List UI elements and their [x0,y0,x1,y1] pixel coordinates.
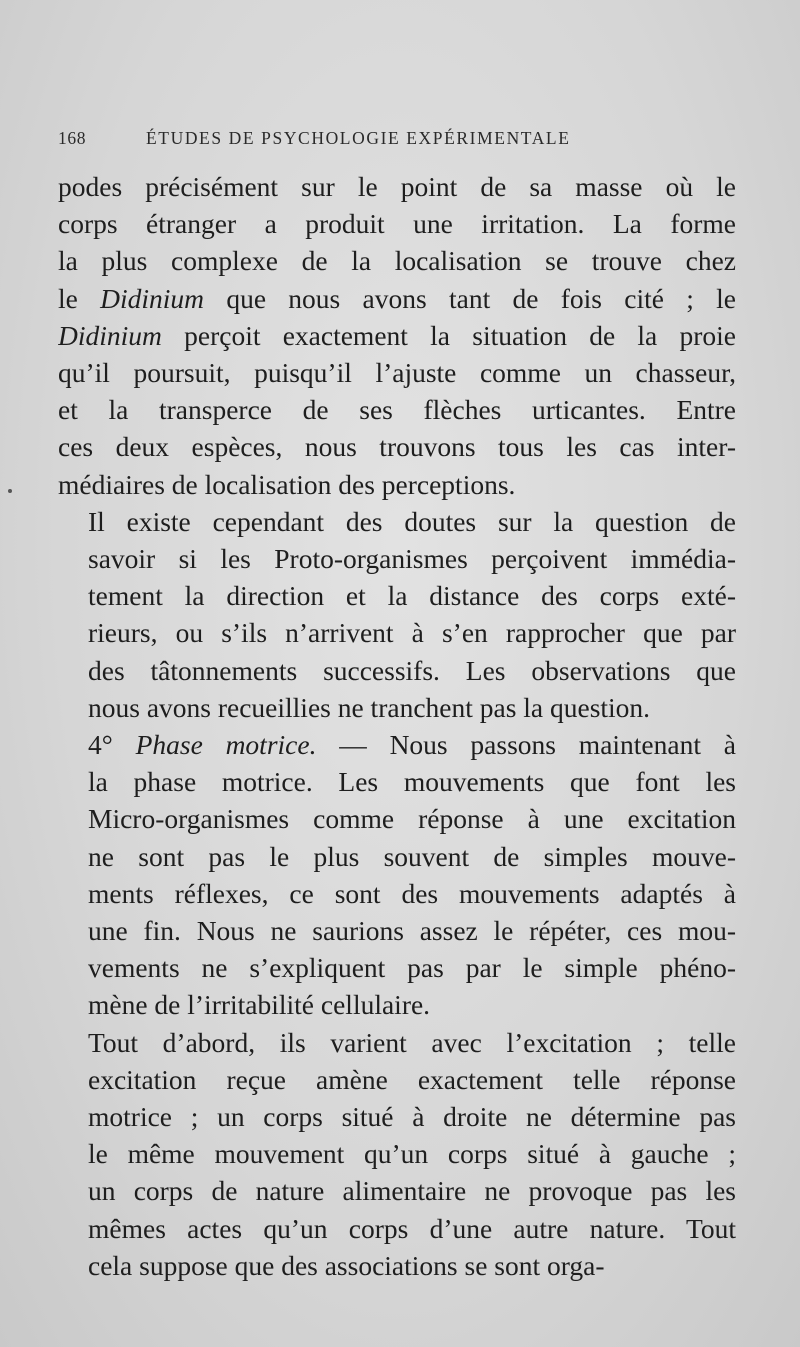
text-line: ne sont pas le plus souvent de simples mouve- [88,840,736,872]
text-line: excitation reçue amène exactement telle réponse [88,1063,736,1095]
text-line: le même mouvement qu’un corps situé à gauche ; [88,1138,736,1170]
italic-term: Didinium [58,319,162,351]
text-line: 4° Phase motrice. — Nous passons maintenant à [88,729,736,761]
text-line: Didinium perçoit exactement la situation de la proie [58,319,736,351]
text-line: podes précisément sur le point de sa masse où le [58,171,736,202]
text-line: qu’il poursuit, puisqu’il l’ajuste comme un chasseur, [58,357,736,389]
page-number: 168 [58,128,87,148]
running-title: ÉTUDES DE PSYCHOLOGIE EXPÉRIMENTALE [146,128,571,148]
paragraph-1 [58,168,736,503]
text-line: motrice ; un corps situé à droite ne détermine pas [88,1101,736,1133]
text-line: la phase motrice. Les mouvements que font les [88,766,736,798]
book-page [58,128,736,1284]
paragraph-3 [58,726,736,1024]
text-line: et la transperce de ses flèches urticantes. Entre [58,394,736,426]
ink-speck [8,489,12,493]
text-line: Tout d’abord, ils varient avec l’excitation ; telle [88,1026,736,1058]
running-head [58,128,736,168]
text-line: Il existe cependant des doutes sur la question de [88,505,736,537]
text-line: mène de l’irritabilité cellulaire. [88,989,431,1021]
text-line: ces deux espèces, nous trouvons tous les cas inter- [58,431,736,463]
text-line: savoir si les Proto-organismes perçoivent immédia- [88,543,736,575]
paragraph-2 [58,503,736,726]
text-line: la plus complexe de la localisation se trouve chez [58,245,736,277]
text-line: Micro-organismes comme réponse à une excitation [88,803,736,835]
text-line: un corps de nature alimentaire ne provoque pas les [88,1175,736,1207]
paragraph-4 [58,1024,736,1284]
italic-term: Didinium [100,282,205,314]
text-line: nous avons recueillies ne tranchent pas la question. [88,691,651,723]
text-line: ments réflexes, ce sont des mouvements adaptés à [88,877,736,909]
text-line: mêmes actes qu’un corps d’une autre nature. Tout [88,1212,736,1244]
italic-term: Phase motrice. [135,729,317,761]
text-line: des tâtonnements successifs. Les observations que [88,654,736,686]
text-line: corps étranger a produit une irritation. La forme [58,208,736,240]
text-line: cela suppose que des associations se sont orga- [88,1249,605,1281]
text-line: médiaires de localisation des perceptions. [58,468,516,500]
text-line: tement la direction et la distance des corps exté- [88,580,736,612]
text-line: rieurs, ou s’ils n’arrivent à s’en rapprocher que par [88,617,736,649]
text-line: une fin. Nous ne saurions assez le répéter, ces mou- [88,915,736,947]
text-line: vements ne s’expliquent pas par le simple phéno- [88,952,736,984]
text-line: le Didinium que nous avons tant de fois cité ; le [58,282,736,314]
body-text [58,168,736,1284]
